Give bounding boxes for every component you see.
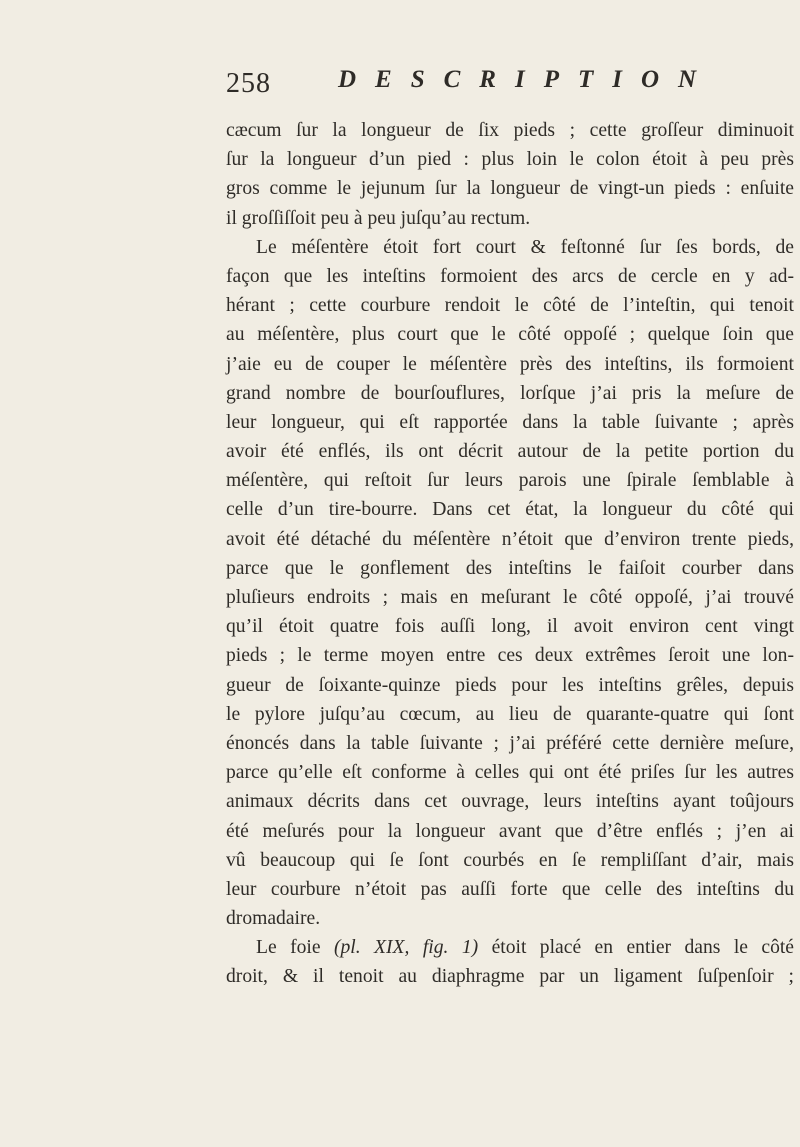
text-line: gueur de ſoixante-quinze pieds pour les inteſtins grêles, depuis (226, 674, 794, 696)
paragraph-start-line: Le méſentère étoit fort court & feſtonné ſur ſes bords, de (256, 236, 794, 258)
paragraph-start-line (226, 933, 794, 962)
text-line: leur longueur, qui eſt rapportée dans la table ſuivante ; après (226, 411, 794, 433)
text-line: droit, & il tenoit au diaphragme par un ligament ſuſpenſoir ; (226, 966, 794, 988)
text-line: grand nombre de bourſouflures, lorſque j’ai pris la meſure de (226, 382, 794, 404)
text-fragment: Le foie (256, 937, 334, 959)
text-line: hérant ; cette courbure rendoit le côté de l’inteſtin, qui tenoit (226, 295, 794, 317)
text-line: pluſieurs endroits ; mais en meſurant le côté oppoſé, j’ai trouvé (226, 587, 794, 608)
text-line: j’aie eu de couper le méſentère près des inteſtins, ils formoient (226, 353, 794, 375)
text-line: il groſſiſſoit peu à peu juſqu’au rectum. (226, 207, 531, 229)
text-line: cæcum ſur la longueur de ſix pieds ; cette groſſeur diminuoit (226, 120, 794, 141)
text-line: dromadaire. (226, 908, 321, 930)
text-line: le pylore juſqu’au cœcum, au lieu de quarante-quatre qui ſont (226, 703, 794, 725)
text-line: leur courbure n’étoit pas auſſi forte que celle des inteſtins du (226, 878, 794, 900)
page-header (0, 64, 800, 108)
page-number: 258 (226, 68, 271, 99)
text-line: énoncés dans la table ſuivante ; j’ai préféré cette dernière meſure, (226, 732, 794, 754)
text-line: animaux décrits dans cet ouvrage, leurs inteſtins ayant toûjours (226, 791, 794, 813)
text-line: au méſentère, plus court que le côté oppoſé ; quelque ſoin que (226, 324, 794, 346)
text-line: qu’il étoit quatre fois auſſi long, il avoit environ cent vingt (226, 616, 794, 638)
text-line: ſur la longueur d’un pied : plus loin le colon étoit à peu près (226, 149, 794, 171)
text-line: méſentère, qui reſtoit ſur leurs parois une ſpirale ſemblable à (226, 470, 794, 492)
text-line: pieds ; le terme moyen entre ces deux extrêmes ſeroit une lon- (226, 645, 794, 667)
body-text (226, 116, 794, 992)
text-line: avoir été enflés, ils ont décrit autour de la petite portion du (226, 441, 794, 463)
text-line: gros comme le jejunum ſur la longueur de vingt-un pieds : enſuite (226, 178, 794, 200)
running-title: DESCRIPTION (338, 66, 716, 93)
text-line: avoit été détaché du méſentère n’étoit que d’environ trente pieds, (226, 528, 794, 550)
plate-reference: (pl. XIX, fig. 1) (333, 937, 479, 959)
text-line: été meſurés pour la longueur avant que d’être enflés ; j’en ai (226, 820, 794, 842)
text-line: façon que les inteſtins formoient des arcs de cercle en y ad- (226, 265, 794, 287)
text-line: parce qu’elle eſt conforme à celles qui ont été priſes ſur les autres (226, 762, 794, 784)
text-line: celle d’un tire-bourre. Dans cet état, la longueur du côté qui (226, 499, 794, 521)
text-line: vû beaucoup qui ſe ſont courbés en ſe rempliſſant d’air, mais (226, 849, 794, 871)
text-line: parce que le gonflement des inteſtins le faiſoit courber dans (226, 557, 794, 579)
text-fragment: étoit placé en entier dans le côté (478, 937, 795, 959)
